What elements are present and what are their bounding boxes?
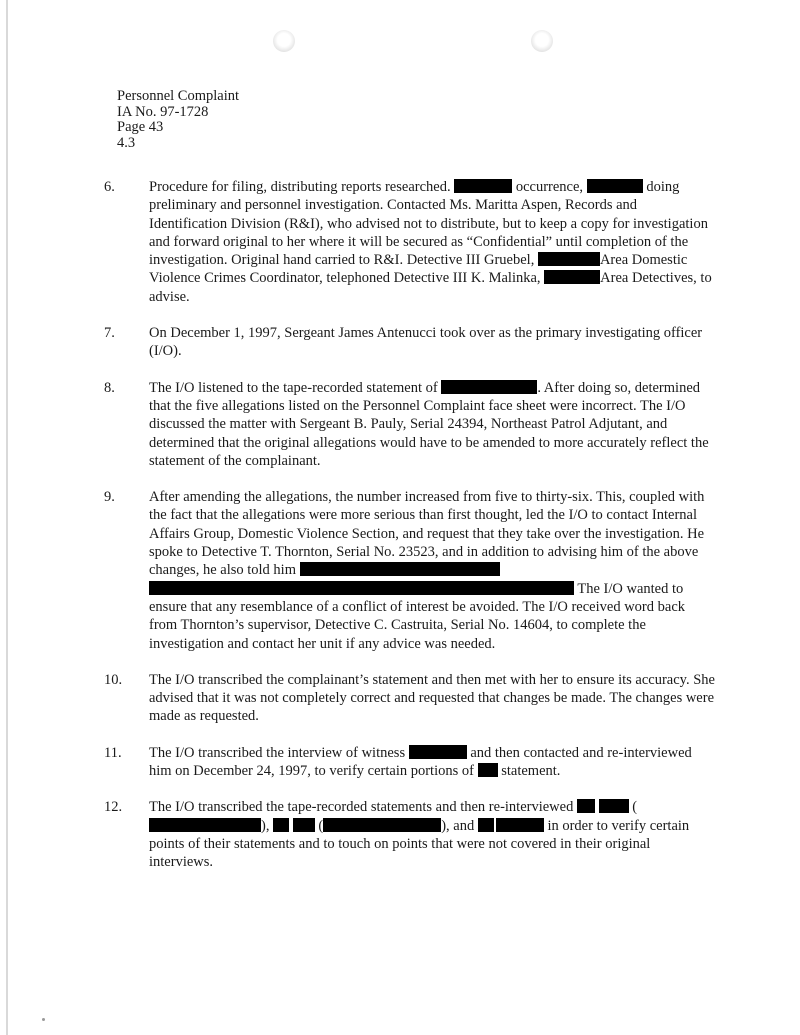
redaction-block <box>273 818 289 832</box>
list-item-8 <box>104 379 716 470</box>
redaction-block <box>478 818 494 832</box>
page-left-edge <box>6 0 8 1035</box>
item-number: 7. <box>104 325 115 342</box>
text-segment: ( <box>632 799 638 816</box>
item-text: The I/O transcribed the complainant’s statement and then met with her to ensure its accuracy. She advised that it was not completely correct and requested that changes be made. The changes were made as requested. <box>149 671 715 725</box>
redaction-block <box>441 380 537 394</box>
item-number: 9. <box>104 489 115 506</box>
text-segment: Area Domestic Violence Crimes Coordinator, telephoned Detective III K. Malinka, <box>149 252 688 287</box>
redaction-block <box>409 745 467 759</box>
text-segment: The I/O transcribed the interview of witness <box>149 744 406 761</box>
item-text <box>149 178 716 306</box>
list-item-6 <box>104 178 716 306</box>
header-ia-number: IA No. 97-1728 <box>117 103 209 120</box>
redaction-block <box>577 799 595 813</box>
item-text <box>149 798 716 871</box>
item-number: 10. <box>104 671 123 688</box>
chronology-list <box>104 178 716 890</box>
punch-hole-right <box>531 30 553 52</box>
item-number: 8. <box>104 379 115 396</box>
text-segment: The I/O listened to the tape-recorded statement of <box>149 379 438 396</box>
list-item-11 <box>104 744 716 781</box>
item-text <box>149 488 716 653</box>
header-page-number: Page 43 <box>117 119 164 135</box>
redaction-block <box>293 818 315 832</box>
list-item-12 <box>104 798 716 871</box>
text-segment: and then contacted and re-interviewed him on December 24, 1997, to verify certain portions of <box>149 744 692 780</box>
redaction-block <box>544 270 600 284</box>
item-text <box>149 744 716 781</box>
redaction-block <box>587 179 643 193</box>
text-segment: Procedure for filing, distributing reports researched. <box>149 179 451 195</box>
text-segment: in order to verify certain points of their statements and to touch on points that were not covered in their original interviews. <box>149 817 690 871</box>
redaction-block <box>478 763 498 777</box>
text-segment: After amending the allegations, the number increased from five to thirty-six. This, coupled with the fact that the allegations were more serious than first thought, led the I/O to contact Internal Affairs Group, Domestic Violence Section, and request that they take over the investigation. He spoke to Detective T. Thornton, Serial No. 23523, and in addition to advising him of the above changes, he also told him <box>149 489 705 579</box>
text-segment: ( <box>318 817 324 834</box>
item-text: On December 1, 1997, Sergeant James Antenucci took over as the primary investigating officer (I/O). <box>149 325 703 360</box>
redaction-block <box>149 818 261 832</box>
redaction-block <box>323 818 441 832</box>
document-header <box>117 89 239 151</box>
list-item-7 <box>104 324 716 361</box>
redaction-block <box>149 581 574 595</box>
text-segment: The I/O wanted to ensure that any resemblance of a conflict of interest be avoided. The I/O received word back from Thornton’s supervisor, Detective C. Castruita, Serial No. 14604, to complete the investigation and contact her unit if any advice was needed. <box>149 580 686 652</box>
text-segment: doing preliminary and personnel investigation. Contacted Ms. Maritta Aspen, Records and Identification Division (R&I), who advised not to distribute, but to keep a copy for investigation and forward original to her where it will be secured as “Confidential” until completion of the investigation. Original hand carried to R&I. Detective III Gruebel, <box>149 179 708 269</box>
text-segment: Area Detectives, to advise. <box>149 270 712 305</box>
text-segment: statement. <box>501 763 561 780</box>
redaction-block <box>300 562 500 576</box>
text-segment: . After doing so, determined that the five allegations listed on the Personnel Complaint face sheet were incorrect. The I/O discussed the matter with Sergeant B. Pauly, Serial 24394, Northeast Patrol Adjutant, and determined that the original allegations would have to be amended to more accurately reflect the statement of the complainant. <box>149 379 709 469</box>
header-title: Personnel Complaint <box>117 88 240 104</box>
redaction-block <box>496 818 544 832</box>
redaction-block <box>538 252 600 266</box>
scan-speck <box>42 1018 45 1021</box>
redaction-block <box>454 179 512 193</box>
punch-hole-left <box>273 30 295 52</box>
header-section: 4.3 <box>117 134 136 151</box>
list-item-10 <box>104 671 716 726</box>
item-number: 12. <box>104 799 123 816</box>
text-segment: ), <box>261 817 270 834</box>
text-segment: ), and <box>441 817 475 834</box>
text-segment: occurrence, <box>515 179 584 195</box>
item-text <box>149 379 716 470</box>
item-number: 6. <box>104 179 115 195</box>
list-item-9 <box>104 488 716 653</box>
text-segment: The I/O transcribed the tape-recorded statements and then re-interviewed <box>149 799 574 816</box>
redaction-block <box>599 799 629 813</box>
item-number: 11. <box>104 744 122 761</box>
